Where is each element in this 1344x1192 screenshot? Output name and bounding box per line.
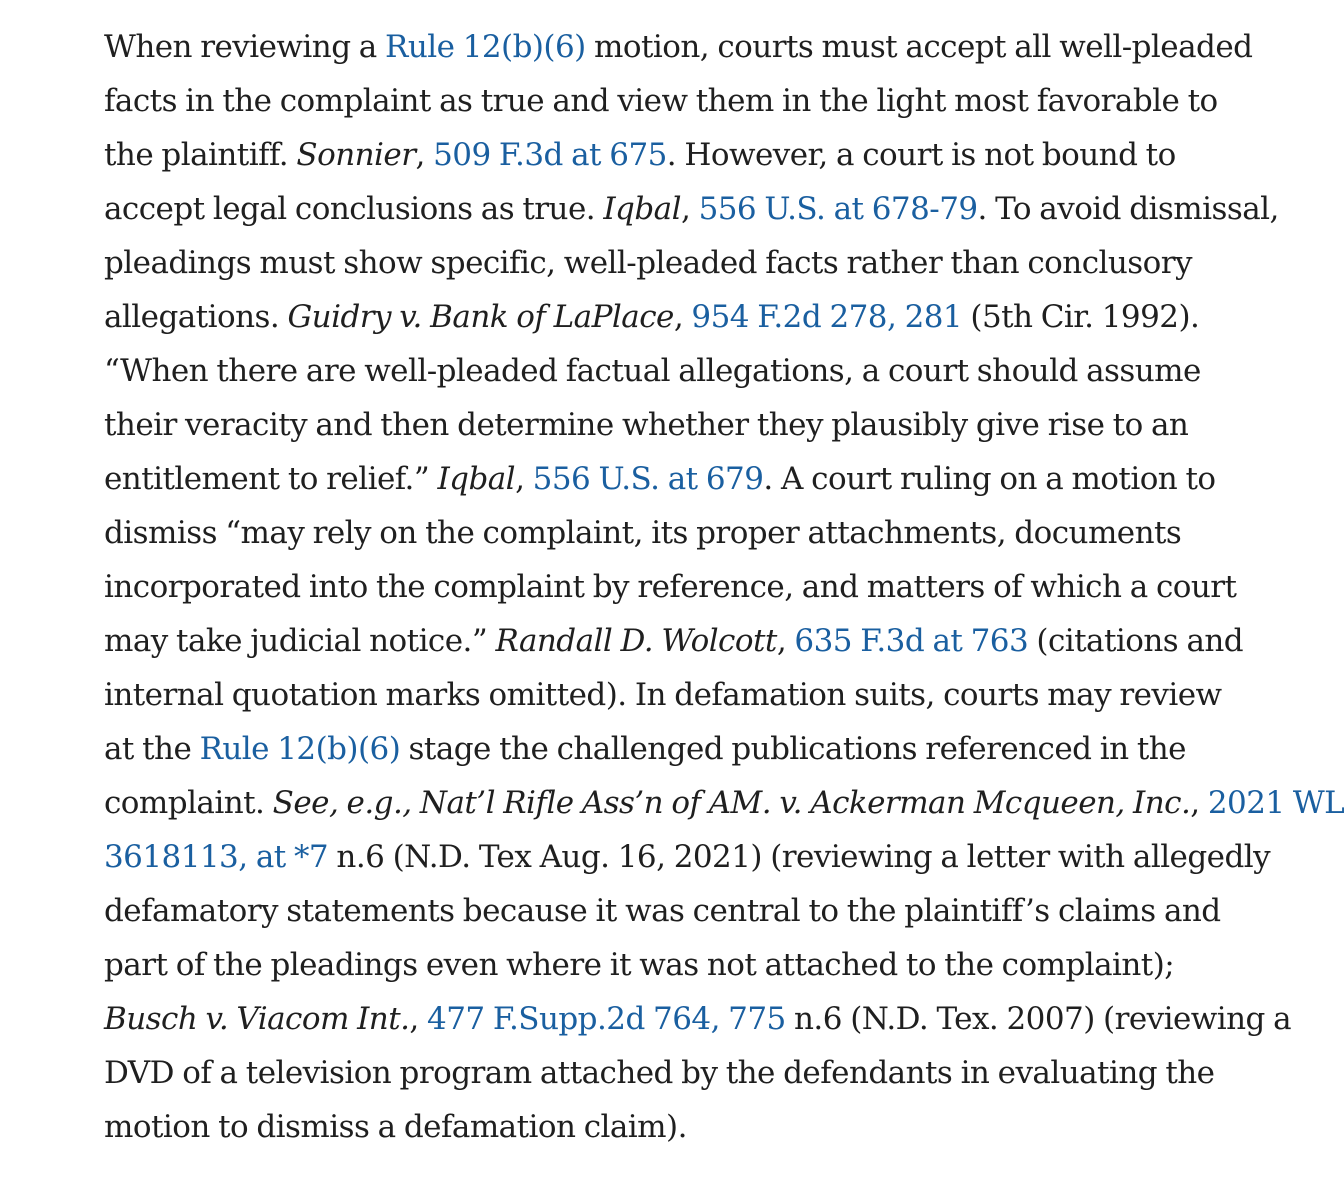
- body-text: (citations and: [1028, 623, 1244, 659]
- case-name: Iqbal: [437, 461, 516, 497]
- paragraph-line: [104, 74, 1254, 128]
- body-text: facts in the complaint as true and view them in the light most favorable to: [104, 83, 1218, 119]
- paragraph-line: [104, 236, 1254, 290]
- citation-link[interactable]: 509 F.3d at 675: [433, 137, 667, 173]
- body-text: (5th Cir. 1992).: [962, 299, 1200, 335]
- body-text: entitlement to relief.”: [104, 461, 438, 497]
- citation-link[interactable]: 477 F.Supp.2d 764, 775: [427, 1001, 786, 1037]
- paragraph-line: [104, 506, 1254, 560]
- citation-link[interactable]: 954 F.2d 278, 281: [691, 299, 963, 335]
- body-text: motion, courts must accept all well-pleaded: [585, 29, 1253, 65]
- body-text: motion to dismiss a defamation claim).: [104, 1109, 687, 1145]
- paragraph-line: [104, 560, 1254, 614]
- paragraph-line: [104, 830, 1271, 884]
- paragraph-line: [104, 668, 1254, 722]
- case-name: See, e.g., Nat’l Rifle Ass’n of AM. v. Ackerman Mcqueen, Inc.: [272, 785, 1191, 821]
- body-text: ,: [673, 299, 692, 335]
- paragraph-line: [104, 128, 1254, 182]
- citation-link[interactable]: 556 U.S. at 679: [532, 461, 764, 497]
- body-text: ,: [776, 623, 795, 659]
- body-text: ,: [515, 461, 533, 497]
- body-text: . A court ruling on a motion to: [763, 461, 1216, 497]
- body-text: “When there are well-pleaded factual allegations, a court should assume: [104, 353, 1201, 389]
- body-text: DVD of a television program attached by the defendants in evaluating the: [104, 1055, 1215, 1091]
- paragraph-line: [104, 614, 1254, 668]
- body-text: internal quotation marks omitted). In defamation suits, courts may review: [104, 677, 1222, 713]
- case-name: Busch v. Viacom Int.: [104, 1001, 410, 1037]
- body-text: defamatory statements because it was central to the plaintiff’s claims and: [104, 893, 1221, 929]
- paragraph-line: [104, 182, 1279, 236]
- citation-link[interactable]: Rule 12(b)(6): [199, 731, 401, 767]
- paragraph-line: [104, 20, 1254, 74]
- body-text: complaint.: [104, 785, 273, 821]
- paragraph-line: [104, 398, 1254, 452]
- body-text: . To avoid dismissal,: [977, 191, 1279, 227]
- paragraph-line: [104, 290, 1254, 344]
- body-text: accept legal conclusions as true.: [104, 191, 604, 227]
- body-text: dismiss “may rely on the complaint, its proper attachments, documents: [104, 515, 1182, 551]
- paragraph-line: [104, 992, 1292, 1046]
- body-text: When reviewing a: [104, 29, 386, 65]
- body-text: pleadings must show specific, well-pleaded facts rather than conclusory: [104, 245, 1193, 281]
- case-name: Guidry v. Bank of LaPlace: [287, 299, 674, 335]
- citation-link[interactable]: 635 F.3d at 763: [794, 623, 1029, 659]
- paragraph-line: [104, 1046, 1254, 1100]
- paragraph-line: [104, 344, 1254, 398]
- paragraph-line: [104, 776, 1344, 830]
- body-text: ,: [1190, 785, 1208, 821]
- case-name: Randall D. Wolcott: [495, 623, 777, 659]
- paragraph-line: [104, 722, 1254, 776]
- body-text: . However, a court is not bound to: [666, 137, 1176, 173]
- body-text: ,: [409, 1001, 428, 1037]
- paragraph-line: [104, 938, 1254, 992]
- body-text: at the: [104, 731, 200, 767]
- body-text: n.6 (N.D. Tex. 2007) (reviewing a: [785, 1001, 1292, 1037]
- body-text: may take judicial notice.”: [104, 623, 496, 659]
- citation-link[interactable]: 2021 WL: [1207, 785, 1344, 821]
- paragraph-line: [104, 452, 1254, 506]
- case-name: Iqbal: [603, 191, 681, 227]
- body-text: their veracity and then determine whether they plausibly give rise to an: [104, 407, 1189, 443]
- body-text: incorporated into the complaint by reference, and matters of which a court: [104, 569, 1237, 605]
- paragraph-line: [104, 1100, 1254, 1154]
- body-text: stage the challenged publications referenced in the: [400, 731, 1186, 767]
- opinion-paragraph: [104, 20, 1344, 1154]
- paragraph-line: [104, 884, 1254, 938]
- body-text: ,: [680, 191, 699, 227]
- body-text: ,: [415, 137, 434, 173]
- body-text: allegations.: [104, 299, 288, 335]
- body-text: the plaintiff.: [104, 137, 297, 173]
- body-text: n.6 (N.D. Tex Aug. 16, 2021) (reviewing a letter with allegedly: [328, 839, 1271, 875]
- citation-link[interactable]: Rule 12(b)(6): [385, 29, 586, 65]
- citation-link[interactable]: 3618113, at *7: [104, 839, 329, 875]
- body-text: part of the pleadings even where it was not attached to the complaint);: [104, 947, 1175, 983]
- case-name: Sonnier: [296, 137, 416, 173]
- citation-link[interactable]: 556 U.S. at 678-79: [698, 191, 978, 227]
